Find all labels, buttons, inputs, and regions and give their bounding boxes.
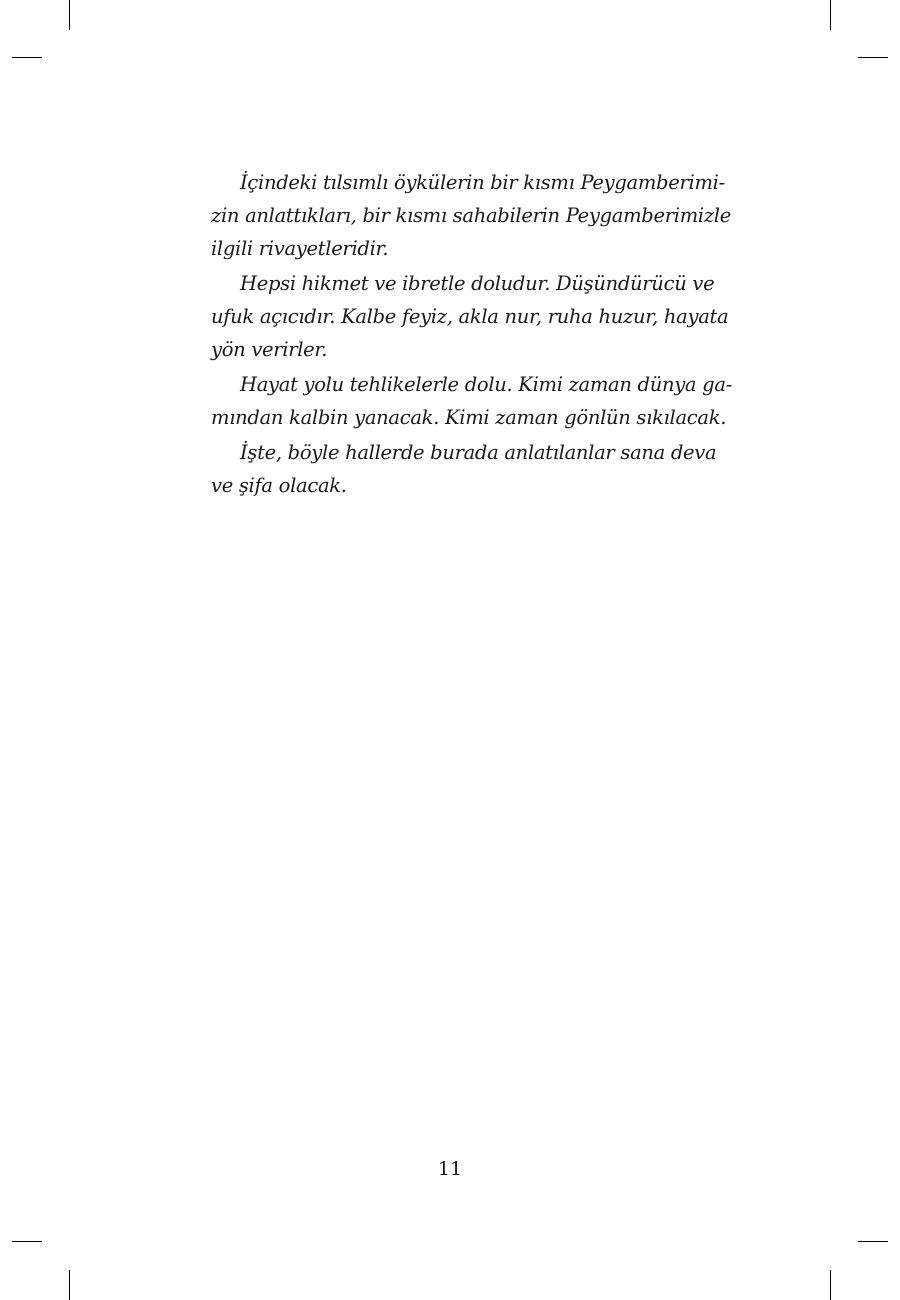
paragraph-1 bbox=[211, 166, 731, 265]
crop-mark-top-left-vertical bbox=[69, 0, 70, 30]
paragraph-line: İşte, böyle hallerde burada anlatılanlar sana deva bbox=[240, 441, 717, 464]
paragraph-3 bbox=[211, 368, 732, 434]
crop-mark-bottom-right-horizontal bbox=[858, 1241, 888, 1242]
paragraph-line: İçindeki tılsımlı öykülerin bir kısmı Peygamberimi- bbox=[240, 171, 725, 194]
paragraph-line: ilgili rivayetleridir. bbox=[211, 237, 389, 260]
paragraph-line: Hayat yolu tehlikelerle dolu. Kimi zaman dünya ga- bbox=[240, 373, 732, 396]
paragraph-line: zin anlattıkları, bir kısmı sahabilerin Peygamberimizle bbox=[211, 204, 731, 227]
crop-mark-top-right-horizontal bbox=[858, 57, 888, 58]
crop-mark-bottom-left-horizontal bbox=[12, 1241, 42, 1242]
page-body bbox=[211, 166, 732, 504]
paragraph-4 bbox=[211, 436, 717, 502]
paragraph-2 bbox=[211, 267, 729, 366]
page-number: 11 bbox=[437, 1158, 463, 1180]
crop-mark-bottom-right-vertical bbox=[830, 1270, 831, 1300]
paragraph-line: yön verirler. bbox=[211, 338, 328, 361]
crop-mark-top-left-horizontal bbox=[12, 57, 42, 58]
paragraph-line: Hepsi hikmet ve ibretle doludur. Düşündürücü ve bbox=[240, 272, 715, 295]
paragraph-line: mından kalbin yanacak. Kimi zaman gönlün sıkılacak. bbox=[211, 406, 727, 429]
crop-mark-bottom-left-vertical bbox=[69, 1270, 70, 1300]
crop-mark-top-right-vertical bbox=[830, 0, 831, 30]
paragraph-line: ve şifa olacak. bbox=[211, 474, 347, 497]
paragraph-line: ufuk açıcıdır. Kalbe feyiz, akla nur, ruha huzur, hayata bbox=[211, 305, 729, 328]
